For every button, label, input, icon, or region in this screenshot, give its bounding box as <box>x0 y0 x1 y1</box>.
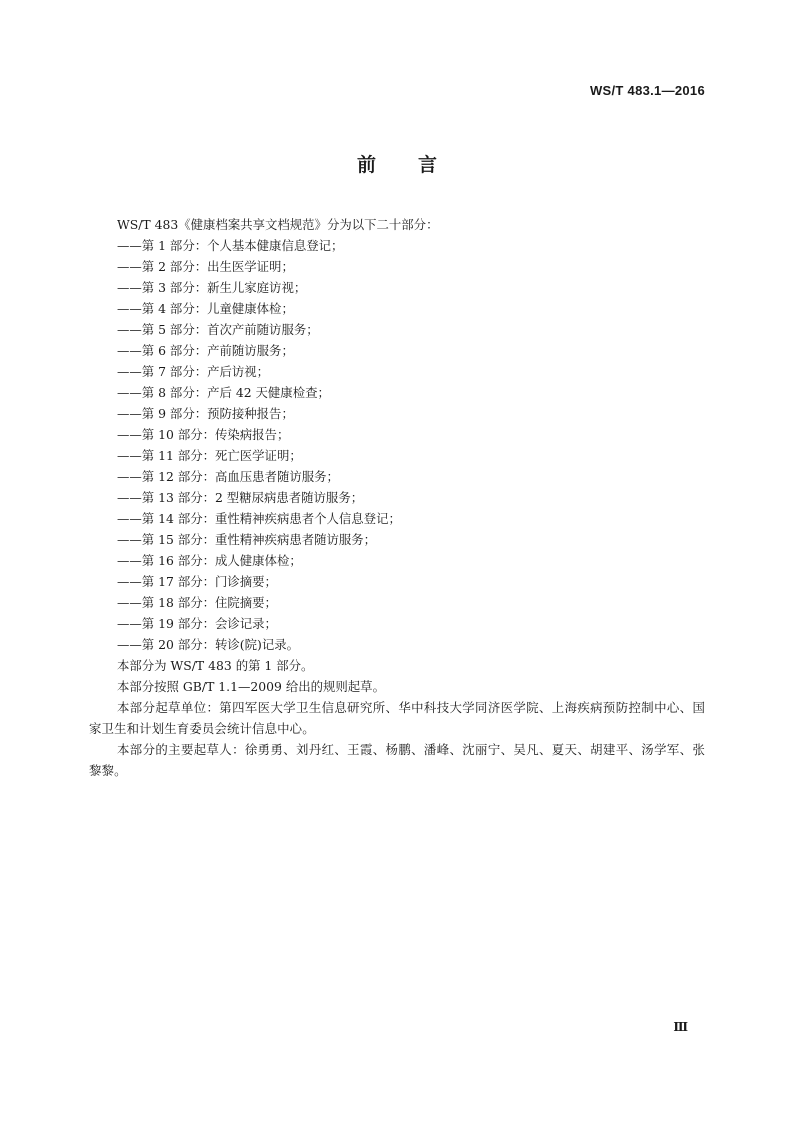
part-item-20: ——第 20 部分：转诊(院)记录。 <box>117 637 299 652</box>
part-of-statement: 本部分为 WS/T 483 的第 1 部分。 <box>117 658 314 673</box>
part-item-15: ——第 15 部分：重性精神疾病患者随访服务； <box>117 532 377 547</box>
part-item-12: ——第 12 部分：高血压患者随访服务； <box>117 469 339 484</box>
part-item-10: ——第 10 部分：传染病报告； <box>117 427 290 442</box>
page-title: 前言 <box>356 154 479 176</box>
part-item-1: ——第 1 部分：个人基本健康信息登记； <box>117 238 344 253</box>
intro-line: WS/T 483《健康档案共享文档规范》分为以下二十部分： <box>117 217 439 232</box>
part-item-16: ——第 16 部分：成人健康体检； <box>117 553 302 568</box>
part-item-5: ——第 5 部分：首次产前随访服务； <box>117 322 319 337</box>
part-item-2: ——第 2 部分：出生医学证明； <box>117 259 294 274</box>
part-item-19: ——第 19 部分：会诊记录； <box>117 616 277 631</box>
drafters-paragraph: 本部分的主要起草人：徐勇勇、刘丹红、王霞、杨鹏、潘峰、沈丽宁、吴凡、夏天、胡建平、汤学军、张黎黎。 <box>89 742 705 778</box>
part-item-11: ——第 11 部分：死亡医学证明； <box>117 448 302 463</box>
part-item-4: ——第 4 部分：儿童健康体检； <box>117 301 294 316</box>
part-item-6: ——第 6 部分：产前随访服务； <box>117 343 294 358</box>
part-item-7: ——第 7 部分：产后访视； <box>117 364 270 379</box>
part-item-13: ——第 13 部分：2 型糖尿病患者随访服务； <box>117 490 364 505</box>
page-number: Ⅲ <box>673 1020 688 1034</box>
part-item-17: ——第 17 部分：门诊摘要； <box>117 574 277 589</box>
drafting-rule-statement: 本部分按照 GB/T 1.1—2009 给出的规则起草。 <box>117 679 385 694</box>
part-item-14: ——第 14 部分：重性精神疾病患者个人信息登记； <box>117 511 401 526</box>
foreword-body <box>89 214 705 781</box>
part-item-3: ——第 3 部分：新生儿家庭访视； <box>117 280 307 295</box>
part-item-18: ——第 18 部分：住院摘要； <box>117 595 277 610</box>
part-item-8: ——第 8 部分：产后 42 天健康检查； <box>117 385 330 400</box>
part-item-9: ——第 9 部分：预防接种报告； <box>117 406 294 421</box>
drafting-units-paragraph: 本部分起草单位：第四军医大学卫生信息研究所、华中科技大学同济医学院、上海疾病预防控制中心、国家卫生和计划生育委员会统计信息中心。 <box>89 700 705 736</box>
document-code: WS/T 483.1—2016 <box>589 83 705 98</box>
